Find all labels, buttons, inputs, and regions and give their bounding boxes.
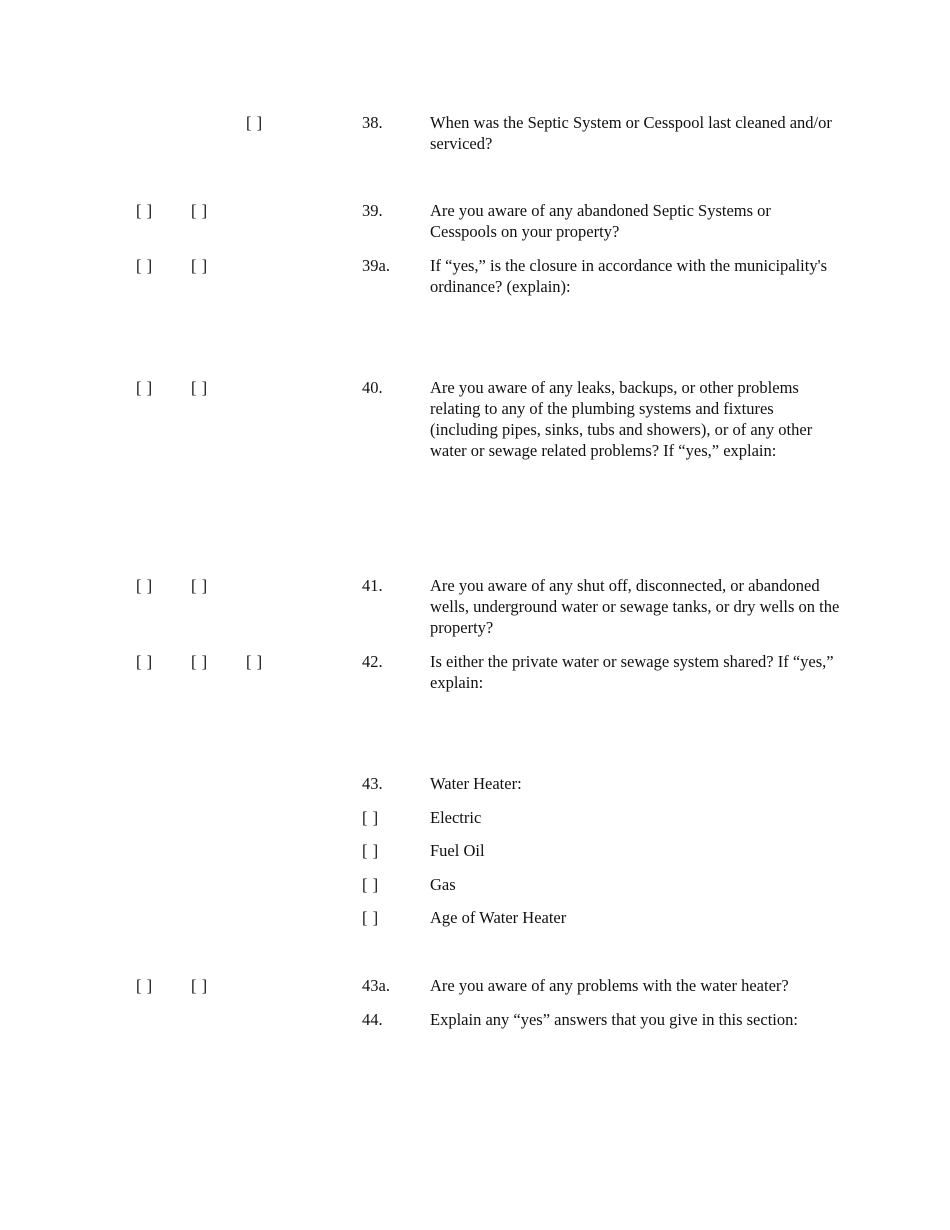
q43a-yes-checkbox[interactable]: [ ] — [136, 976, 153, 995]
q38-unknown-checkbox[interactable]: [ ] — [246, 113, 263, 132]
water-heater-gas-label: Gas — [430, 875, 456, 894]
water-heater-age-checkbox[interactable]: [ ] — [362, 908, 379, 927]
q39-yes-checkbox[interactable]: [ ] — [136, 201, 153, 220]
q42-unknown-checkbox[interactable]: [ ] — [246, 652, 263, 671]
q43-number: 43. — [362, 774, 383, 793]
q42-text: Is either the private water or sewage system shared? If “yes,” explain: — [430, 652, 834, 692]
q43-text: Water Heater: — [430, 774, 522, 793]
q40-yes-checkbox[interactable]: [ ] — [136, 378, 153, 397]
water-heater-fuel-oil-checkbox[interactable]: [ ] — [362, 841, 379, 860]
q39-no-checkbox[interactable]: [ ] — [191, 201, 208, 220]
water-heater-electric-checkbox[interactable]: [ ] — [362, 808, 379, 827]
q38-number: 38. — [362, 113, 383, 132]
q44-number: 44. — [362, 1010, 383, 1029]
q41-yes-checkbox[interactable]: [ ] — [136, 576, 153, 595]
q42-no-checkbox[interactable]: [ ] — [191, 652, 208, 671]
water-heater-age-label: Age of Water Heater — [430, 908, 567, 927]
water-heater-fuel-oil-label: Fuel Oil — [430, 841, 485, 860]
q40-number: 40. — [362, 378, 383, 397]
q40-no-checkbox[interactable]: [ ] — [191, 378, 208, 397]
q41-number: 41. — [362, 576, 383, 595]
q43a-text: Are you aware of any problems with the water heater? — [430, 976, 789, 995]
q38-text: When was the Septic System or Cesspool last cleaned and/or serviced? — [430, 113, 832, 153]
q39a-no-checkbox[interactable]: [ ] — [191, 256, 208, 275]
q39-number: 39. — [362, 201, 383, 220]
q44-text: Explain any “yes” answers that you give in this section: — [430, 1010, 798, 1029]
q39a-yes-checkbox[interactable]: [ ] — [136, 256, 153, 275]
q43a-number: 43a. — [362, 976, 390, 995]
q39-text: Are you aware of any abandoned Septic Systems or Cesspools on your property? — [430, 201, 771, 241]
q42-yes-checkbox[interactable]: [ ] — [136, 652, 153, 671]
q42-number: 42. — [362, 652, 383, 671]
q41-text: Are you aware of any shut off, disconnected, or abandoned wells, underground water or sewage tanks, or dry wells on the property? — [430, 576, 840, 637]
q40-text: Are you aware of any leaks, backups, or other problems relating to any of the plumbing systems and fixtures (including pipes, sinks, tubs and showers), or of any other water or sewage related problems? If “yes,” explain: — [430, 378, 813, 460]
water-heater-gas-checkbox[interactable]: [ ] — [362, 875, 379, 894]
q39a-text: If “yes,” is the closure in accordance with the municipality's ordinance? (explain): — [430, 256, 827, 296]
q41-no-checkbox[interactable]: [ ] — [191, 576, 208, 595]
q43a-no-checkbox[interactable]: [ ] — [191, 976, 208, 995]
q39a-number: 39a. — [362, 256, 390, 275]
water-heater-electric-label: Electric — [430, 808, 482, 827]
